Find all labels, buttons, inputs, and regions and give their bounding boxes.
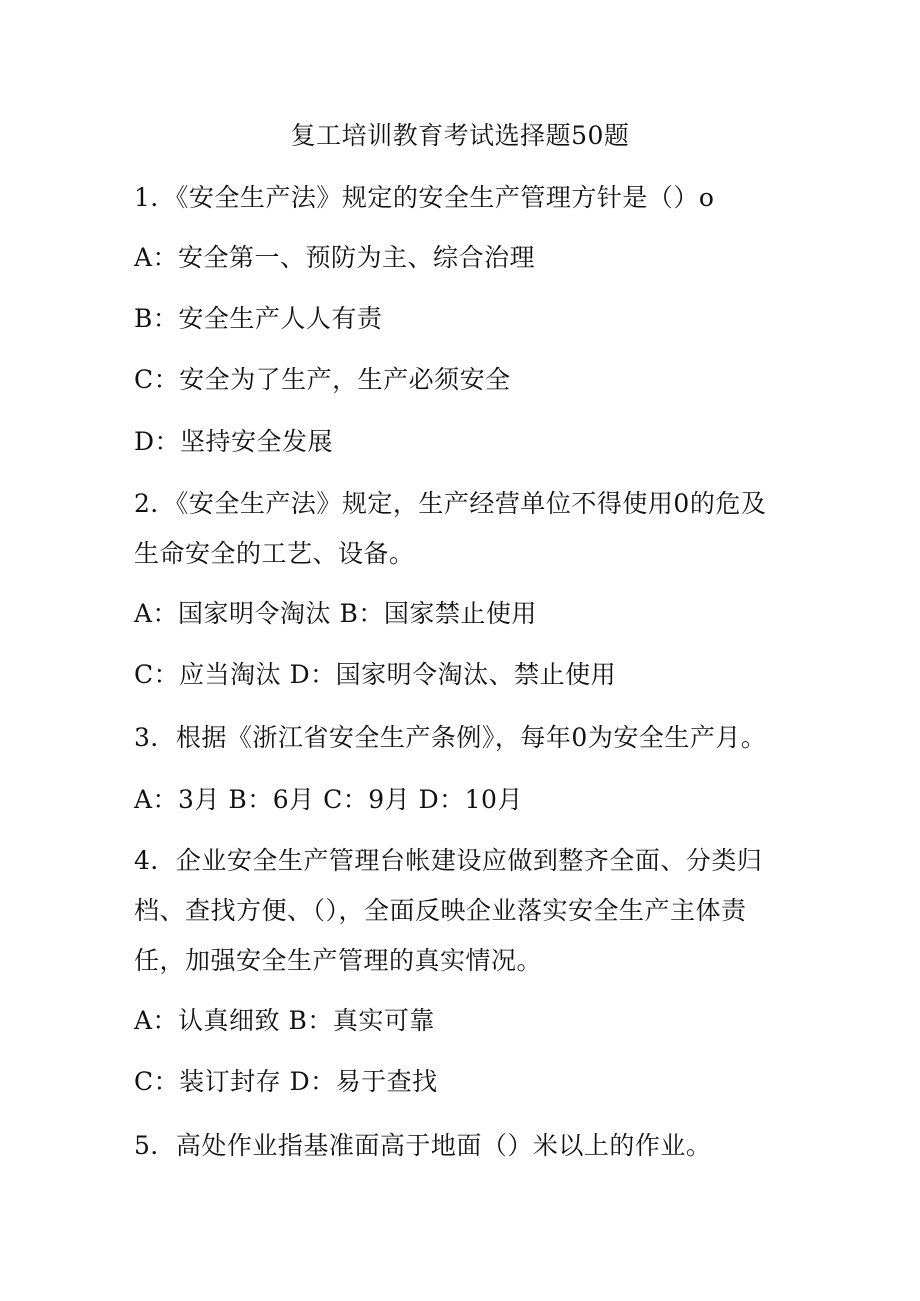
- question-2-stem-line-2: 生命安全的工艺、设备。: [134, 539, 415, 568]
- question-4-stem-line-2: 档、查找方便、（），全面反映企业落实安全生产主体责: [134, 896, 747, 925]
- question-2-options-line-1: A：国家明令淘汰 B：国家禁止使用: [134, 599, 537, 628]
- question-2-options-line-2: C：应当淘汰 D：国家明令淘汰、禁止使用: [134, 660, 617, 689]
- document-title: 复工培训教育考试选择题50题: [290, 121, 630, 150]
- question-1-option-a: A：安全第一、预防为主、综合治理: [134, 243, 536, 272]
- question-5-stem: 5．高处作业指基准面高于地面（）米以上的作业。: [134, 1131, 712, 1160]
- question-1-option-c: C：安全为了生产，生产必须安全: [134, 365, 511, 394]
- question-2-stem-line-1: 2．《安全生产法》规定，生产经营单位不得使用0的危及: [134, 489, 767, 518]
- question-4-stem-line-3: 任，加强安全生产管理的真实情况。: [134, 946, 543, 975]
- question-3-stem: 3．根据《浙江省安全生产条例》，每年0为安全生产月。: [134, 723, 767, 752]
- question-4-stem-line-1: 4．企业安全生产管理台帐建设应做到整齐全面、分类归: [134, 846, 763, 875]
- question-4-options-line-2: C：装订封存 D：易于查找: [134, 1067, 438, 1096]
- question-3-options: A：3月 B：6月 C：9月 D：10月: [134, 785, 523, 814]
- question-1-option-d: D：坚持安全发展: [134, 427, 334, 456]
- question-4-options-line-1: A：认真细致 B：真实可靠: [134, 1006, 435, 1035]
- question-1-stem: 1．《安全生产法》规定的安全生产管理方针是（）o: [134, 183, 715, 212]
- question-1-option-b: B：安全生产人人有责: [134, 304, 383, 333]
